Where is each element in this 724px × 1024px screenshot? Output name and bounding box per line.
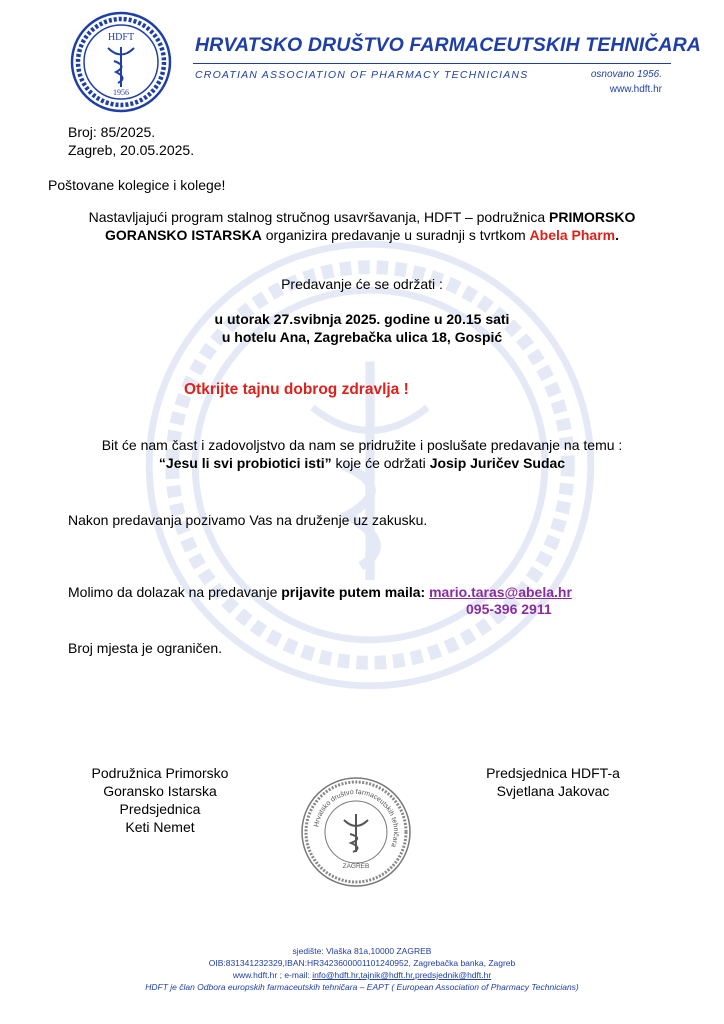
sig-left-line-3: Predsjednica (119, 801, 201, 817)
intro-line-2 (0, 227, 724, 243)
phone-number: 095-396 2911 (466, 601, 552, 617)
company-name: Abela Pharm (529, 227, 616, 243)
footer-emails[interactable]: info@hdft.hr,tajnik@hdft.hr,predsjednik@hdft.hr (312, 970, 492, 980)
sig-right-line-2: Svjetlana Jakovac (496, 783, 610, 799)
greeting: Poštovane kolegice i kolege! (48, 177, 226, 193)
event-location: u hotelu Ana, Zagrebačka ulica 18, Gospić (221, 329, 503, 345)
topic-mid: koje će održati (331, 455, 430, 471)
limited-seats: Broj mjesta je ograničen. (68, 640, 223, 656)
footer-membership: HDFT je član Odbora europskih farmaceutskih tehničara – EAPT ( European Association of Pharmacy Technicians) (145, 982, 579, 992)
intro-line-1 (0, 209, 724, 225)
org-subtitle: CROATIAN ASSOCIATION OF PHARMACY TECHNICIANS (195, 69, 529, 81)
register-bold: prijavite putem maila: (281, 584, 426, 600)
intro-text: Nastavljajući program stalnog stručnog usavršavanja, HDFT – podružnica (88, 209, 550, 225)
footer-contact-prefix: www.hdft.hr ; e-mail: (232, 970, 313, 980)
sig-left-line-4: Keti Nemet (125, 819, 195, 835)
sig-left-line-1: Podružnica Primorsko (91, 765, 229, 781)
email-link[interactable]: mario.taras@abela.hr (429, 584, 572, 600)
org-title: HRVATSKO DRUŠTVO FARMACEUTSKIH TEHNIČARA (195, 34, 701, 56)
held-intro: Predavanje će se održati : (281, 276, 443, 292)
signature-left (56, 764, 264, 836)
website-link[interactable]: www.hdft.hr (609, 84, 662, 95)
letter-number: Broj: 85/2025. (68, 124, 156, 140)
intro-text-2: organizira predavanje u suradnji s tvrtkom (261, 227, 530, 243)
header-divider (193, 63, 671, 64)
after-lecture: Nakon predavanja pozivamo Vas na druženje uz zakusku. (68, 512, 428, 528)
topic-line (0, 455, 724, 471)
footer-oib: OIB:831341232329,IBAN:HR3423600001101240952, Zagrebačka banka, Zagreb (208, 958, 516, 968)
signature-right (468, 764, 638, 800)
founded-text: osnovano 1956. (590, 69, 662, 80)
official-stamp (300, 776, 412, 888)
stamp-city: ZAGREB (342, 863, 370, 870)
logo-text: HDFT (107, 32, 135, 43)
intro-period: . (615, 227, 620, 243)
topic-title: “Jesu li svi probiotici isti” (158, 455, 332, 471)
stamp-text: Hrvatsko društvo farmaceutskih tehničara (313, 788, 400, 848)
sig-right-line-1: Predsjednica HDFT-a (486, 765, 620, 781)
topic-intro: Bit će nam čast i zadovoljstvo da nam se pridružite i poslušate predavanje na temu : (101, 437, 623, 453)
register-line (68, 584, 572, 600)
sig-left-line-2: Goransko Istarska (103, 783, 217, 799)
branch-name-1: PRIMORSKO (549, 209, 636, 225)
place-date: Zagreb, 20.05.2025. (68, 142, 195, 158)
logo-year: 1956 (113, 88, 129, 97)
event-date: u utorak 27.svibnja 2025. godine u 20.15 sati (214, 311, 510, 327)
hdft-logo (68, 11, 174, 113)
footer-contact (0, 970, 724, 980)
branch-name-2: GORANSKO ISTARSKA (104, 227, 262, 243)
lecturer-name: Josip Juričev Sudac (429, 455, 566, 471)
footer-address: sjedište: Vlaška 81a,10000 ZAGREB (292, 946, 432, 956)
slogan: Otkrijte tajnu dobrog zdravlja ! (184, 381, 409, 398)
register-text: Molimo da dolazak na predavanje (68, 584, 282, 600)
